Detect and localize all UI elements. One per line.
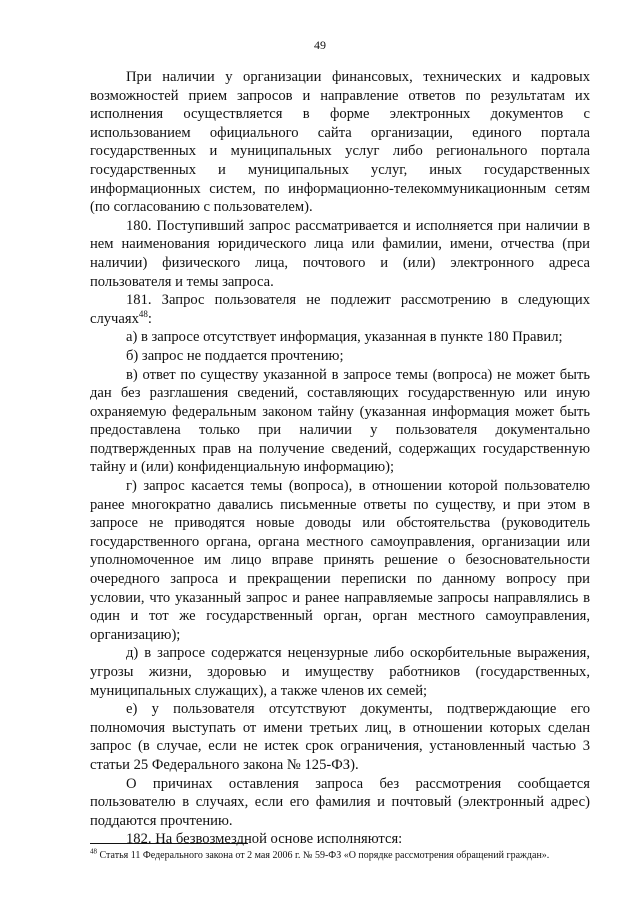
paragraph-item-a: а) в запросе отсутствует информация, указанная в пункте 180 Правил; <box>126 329 563 346</box>
body-text <box>90 68 590 849</box>
paragraph-item-v: в) ответ по существу указанной в запросе темы (вопроса) не может быть дан без разглашения сведений, составляющих государственную или иную охраняемую федеральным законом тайну (указанная информация может быть предоставлена только при наличии у пользователя документально подтвержденных прав на получение сведений, содержащих государственную тайну и (или) конфиденциальную информацию); <box>90 366 590 476</box>
paragraph-item-e: е) у пользователя отсутствуют документы, подтверждающие его полномочия выступать от имени третьих лиц, в отношении которых сделан запрос (в случае, если не истек срок ограничения, установленный частью 3 статьи 25 Федерального закона № 125-ФЗ). <box>90 701 590 773</box>
paragraph-item-b: б) запрос не поддается прочтению; <box>126 347 344 364</box>
paragraph-portal-access: При наличии у организации финансовых, технических и кадровых возможностей прием запросов и направление ответов по результатам их исполнения осуществляется в форме электронных документов с использованием официального сайта организации, единого портала государственных и муниципальных услуг либо регионального портала государственных и муниципальных услуг, иных государственных информационных систем, по информационно-телекоммуникационным сетям (по согласованию с пользователем). <box>90 69 590 216</box>
paragraph-item-d: д) в запросе содержатся нецензурные либо оскорбительные выражения, угрозы жизни, здоровью и имуществу работников (государственных, муниципальных служащих), а также членов их семей; <box>90 645 590 699</box>
paragraph-181-tail: : <box>147 310 152 327</box>
paragraph-item-g: г) запрос касается темы (вопроса), в отношении которой пользователю ранее многократно давались письменные ответы по существу, и при этом в запросе не приводятся новые доводы или обстоятельства (руководитель государственного органа, органа местного самоуправления, организации или уполномоченное им лицо вправе принять решение о безосновательности очередного запроса и прекращении переписки по данному вопросу при условии, что указанный запрос и ранее направляемые запросы направлялись в один и тот же государственный орган, орган местного самоуправления, организацию); <box>90 478 590 643</box>
paragraph-reasons: О причинах оставления запроса без рассмотрения сообщается пользователю в случаях, если его фамилия и почтовый (электронный адрес) поддаются прочтению. <box>90 775 590 829</box>
footnote-text: Статья 11 Федерального закона от 2 мая 2006 г. № 59-ФЗ «О порядке рассмотрения обращений граждан». <box>97 850 550 861</box>
paragraph-180: 180. Поступивший запрос рассматривается и исполняется при наличии в нем наименования юридического лица или фамилии, имени, отчества (при наличии) физического лица, почтового и (или) электронного адреса пользователя и темы запроса. <box>90 217 590 290</box>
footnote-divider <box>90 843 248 844</box>
paragraph-181 <box>90 291 590 328</box>
footnote-marker: 48 <box>90 847 97 856</box>
paragraph-181-text: 181. Запрос пользователя не подлежит рассмотрению в следующих случаях <box>90 292 590 327</box>
paragraph-182: 182. На безвозмездной основе исполняются: <box>126 831 403 848</box>
footnote <box>90 849 600 862</box>
page-number: 49 <box>314 38 326 52</box>
footnote-ref-48: 48 <box>138 308 148 319</box>
